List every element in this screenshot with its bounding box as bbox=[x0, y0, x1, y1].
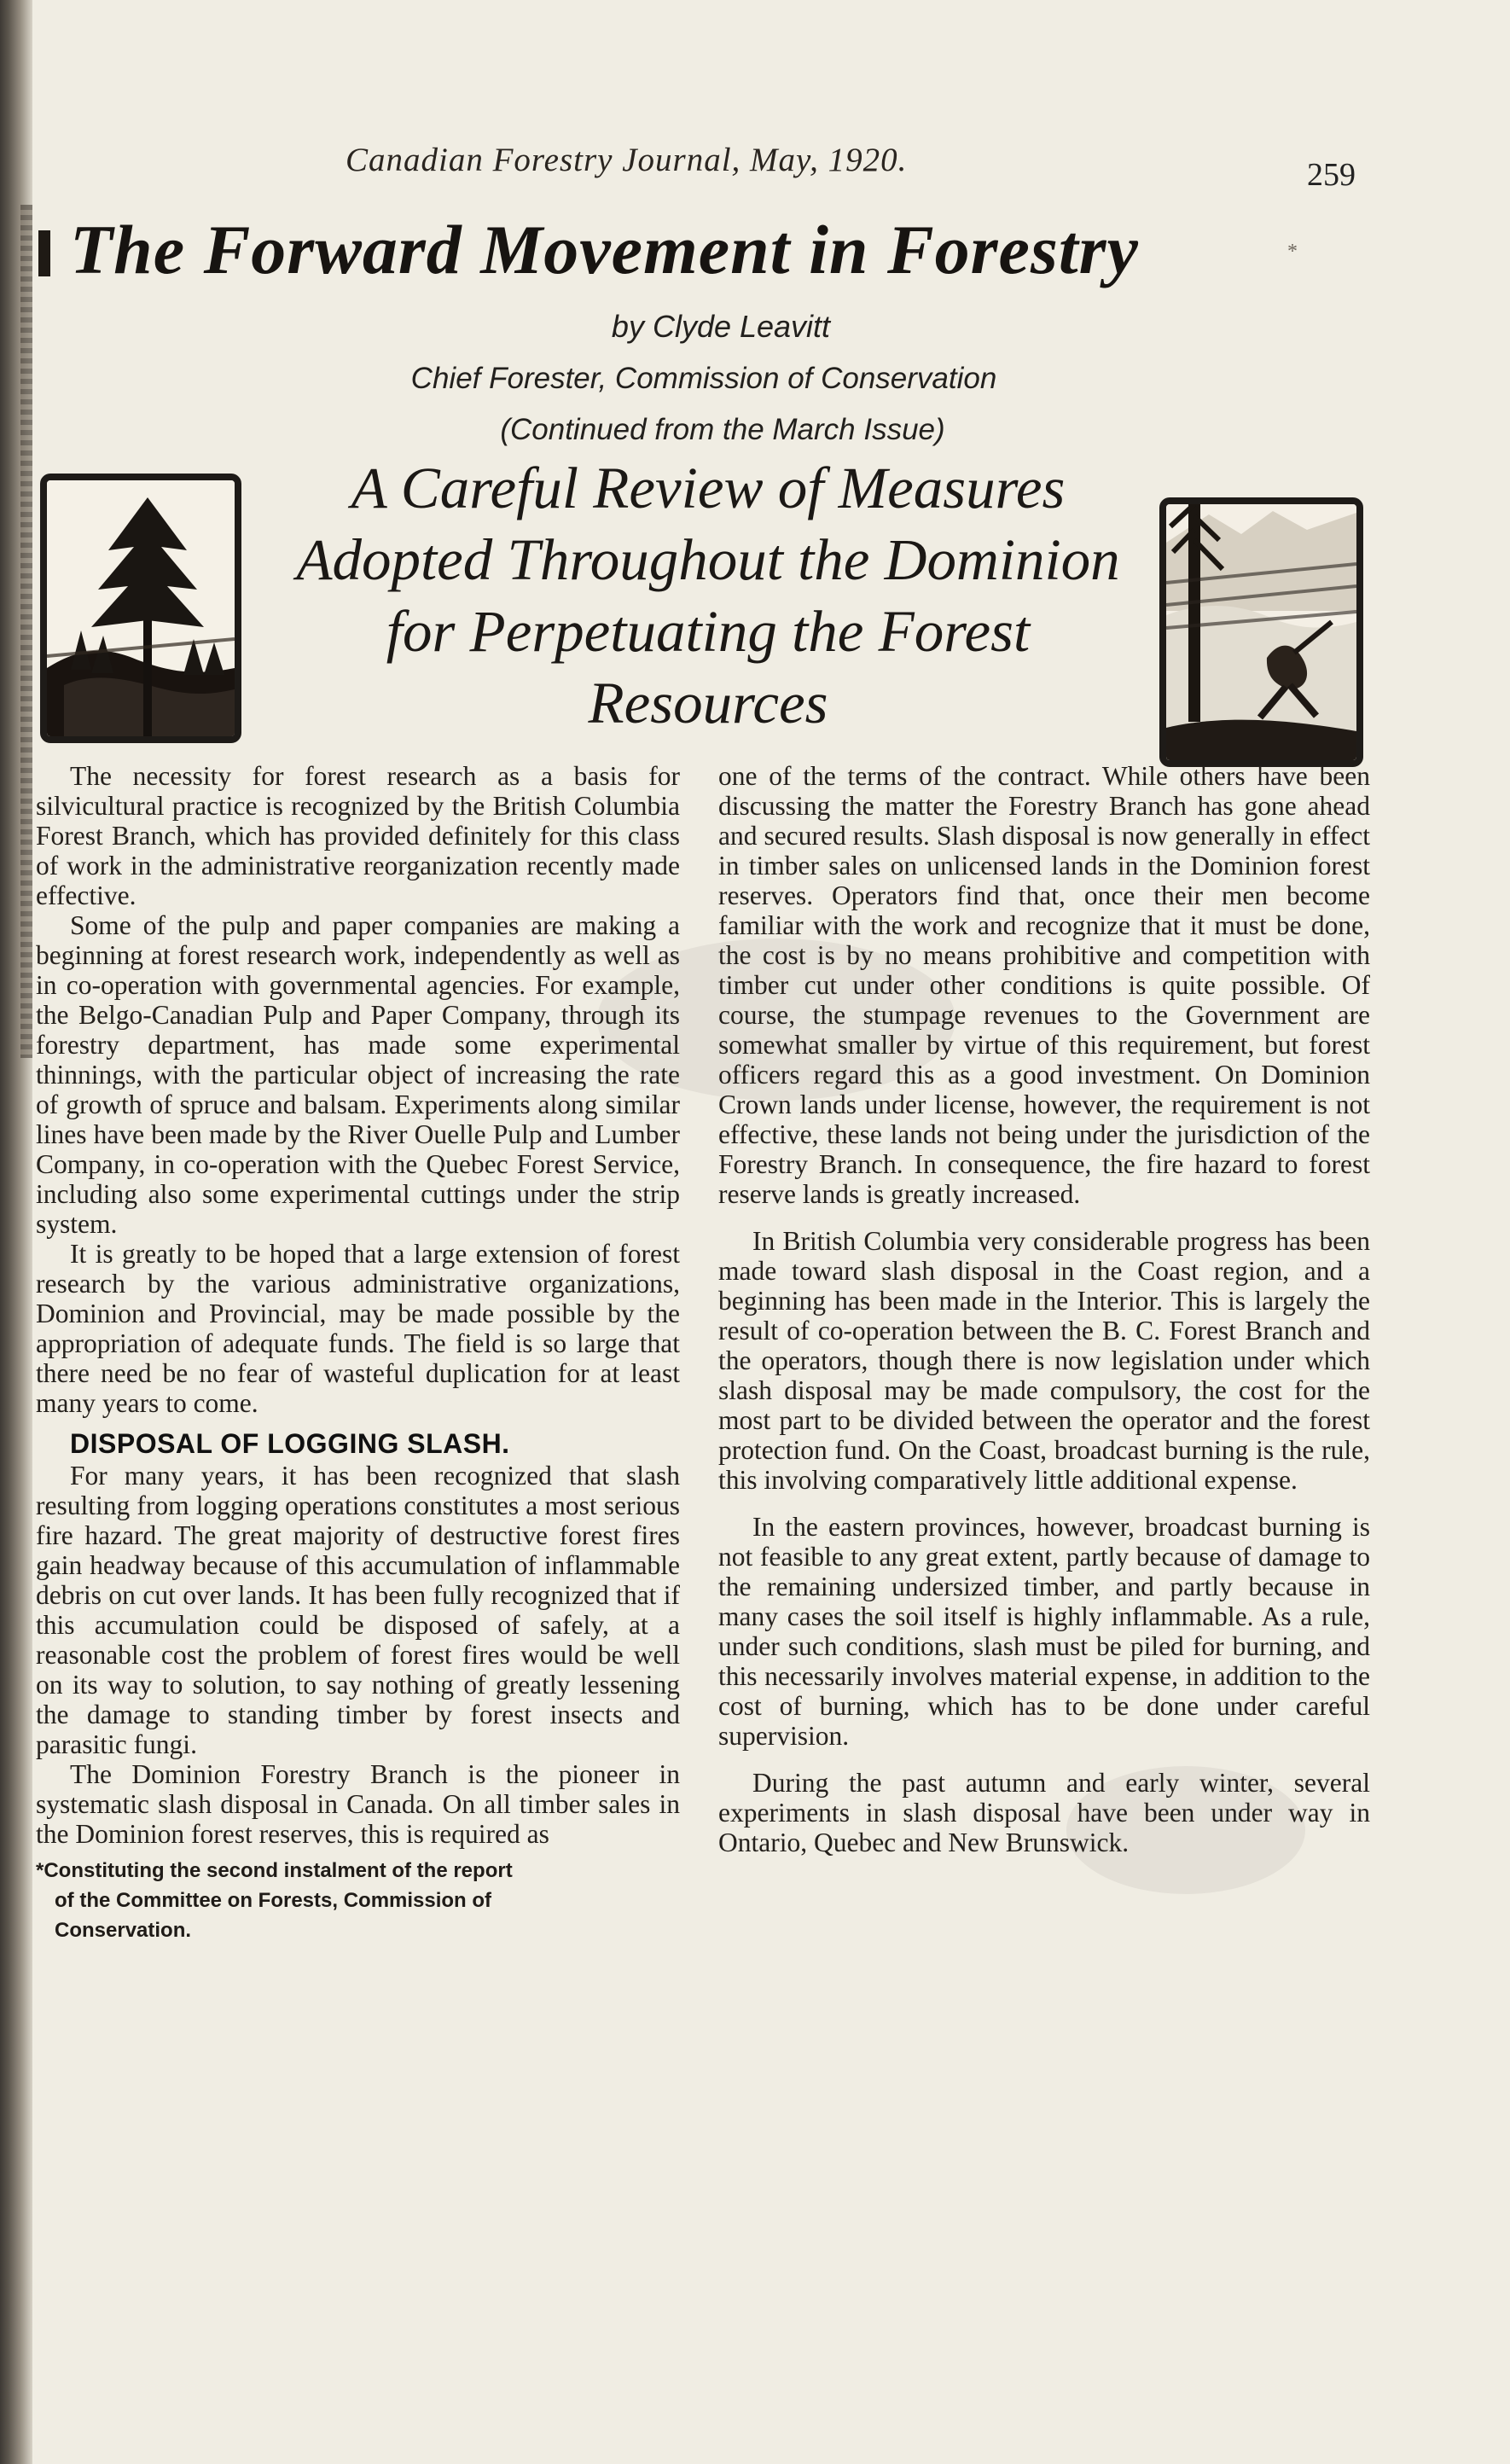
body-paragraph: Some of the pulp and paper companies are making a beginning at forest research work, independently as well as in co-operation with governmental agencies. For example, the Belgo-Canadian Pulp and Paper Company, through its forestry department, has made some experimental thinnings, with the particular object of increasing the rate of growth of spruce and balsam. Experiments along similar lines have been made by the River Ouelle Pulp and Lumber Company, in co-operation with the Quebec Forest Service, including also some experimental cuttings under the strip system. bbox=[36, 910, 680, 1239]
continued-note: (Continued from the March Issue) bbox=[500, 413, 945, 446]
footnote-line: *Constituting the second instalment of the report bbox=[36, 1859, 513, 1882]
footnote bbox=[36, 1856, 680, 1945]
footnote-line: Conservation. bbox=[55, 1919, 192, 1942]
title-mark-icon bbox=[38, 230, 50, 276]
right-text-column bbox=[718, 761, 1370, 1857]
article-byline: by Clyde Leavitt bbox=[611, 309, 831, 344]
section-heading: DISPOSAL OF LOGGING SLASH. bbox=[70, 1428, 510, 1459]
body-paragraph: In British Columbia very considerable progress has been made toward slash disposal in the Coast region, and a beginning has been made in the Interior. This is largely the result of co-operation between the B. C. Forest Branch and the operators, though there is now legislation under which slash disposal may be made compulsory, the cost for the most part to be divided between the operator and the forest protection fund. On the Coast, broadcast burning is the rule, this involving comparatively little additional expense. bbox=[718, 1226, 1370, 1495]
page-number: 259 bbox=[1307, 157, 1356, 193]
left-text-column bbox=[36, 761, 680, 1945]
subtitle-line: A Careful Review of Measures bbox=[351, 456, 1066, 520]
subtitle-line: for Perpetuating the Forest bbox=[386, 599, 1031, 664]
body-paragraph: The necessity for forest research as a basis for silvicultural practice is recognized by the British Columbia Forest Branch, which has provided definitely for this class of work in the administrative reorganization recently made effective. bbox=[36, 761, 680, 910]
article-subtitle bbox=[247, 452, 1169, 739]
author-affiliation: Chief Forester, Commission of Conservation bbox=[410, 362, 997, 395]
forest-clearing-illustration-icon bbox=[1159, 497, 1363, 767]
forest-clearing-illustration-svg bbox=[1166, 504, 1356, 760]
body-paragraph: For many years, it has been recognized that slash resulting from logging operations constitutes a most serious fire hazard. The great majority of destructive forest fires gain headway because of this accumulation of inflammable debris on cut over lands. It has been fully recognized that if this accumulation could be disposed of safely, at a reasonable cost the problem of forest fires would be well on its way to solution, to say nothing of greatly lessening the damage to standing timber by forest insects and parasitic fungi. bbox=[36, 1461, 680, 1759]
footnote-line: of the Committee on Forests, Commission of bbox=[55, 1889, 492, 1912]
pine-tree-illustration-svg bbox=[47, 480, 235, 736]
body-paragraph: In the eastern provinces, however, broadcast burning is not feasible to any great extent, partly because of damage to the remaining undersized timber, and partly because in many cases the soil itself is highly inflammable. As a rule, under such conditions, slash must be piled for burning, and this necessarily involves material expense, in addition to the cost of burning, which has to be done under careful supervision. bbox=[718, 1512, 1370, 1751]
title-asterisk: * bbox=[1287, 241, 1298, 263]
pine-tree-illustration-icon bbox=[40, 474, 241, 743]
subtitle-line: Resources bbox=[588, 671, 828, 735]
article-title: The Forward Movement in Forestry bbox=[70, 211, 1139, 288]
running-head: Canadian Forestry Journal, May, 1920. bbox=[346, 142, 908, 178]
body-paragraph: The Dominion Forestry Branch is the pioneer in systematic slash disposal in Canada. On all timber sales in the Dominion forest reserves, this is required as bbox=[36, 1759, 680, 1849]
body-paragraph: It is greatly to be hoped that a large extension of forest research by the various administrative organizations, Dominion and Provincial, may be made possible by the appropriation of adequate funds. The field is so large that there need be no fear of wasteful duplication for at least many years to come. bbox=[36, 1239, 680, 1418]
subtitle-line: Adopted Throughout the Dominion bbox=[296, 527, 1120, 592]
body-paragraph: During the past autumn and early winter, several experiments in slash disposal have been under way in Ontario, Quebec and New Brunswick. bbox=[718, 1768, 1370, 1857]
body-paragraph: one of the terms of the contract. While others have been discussing the matter the Forestry Branch has gone ahead and secured results. Slash disposal is now generally in effect in timber sales on unlicensed lands in the Dominion forest reserves. Operators find that, once their men become familiar with the work and recognize that it must be done, the cost is by no means prohibitive and competition with timber cut under other conditions is quite possible. Of course, the stumpage revenues to the Government are somewhat smaller by virtue of this requirement, but forest officers regard this as a good investment. On Dominion Crown lands under license, however, the requirement is not effective, these lands not being under the jurisdiction of the Forestry Branch. In consequence, the fire hazard to forest reserve lands is greatly increased. bbox=[718, 761, 1370, 1209]
